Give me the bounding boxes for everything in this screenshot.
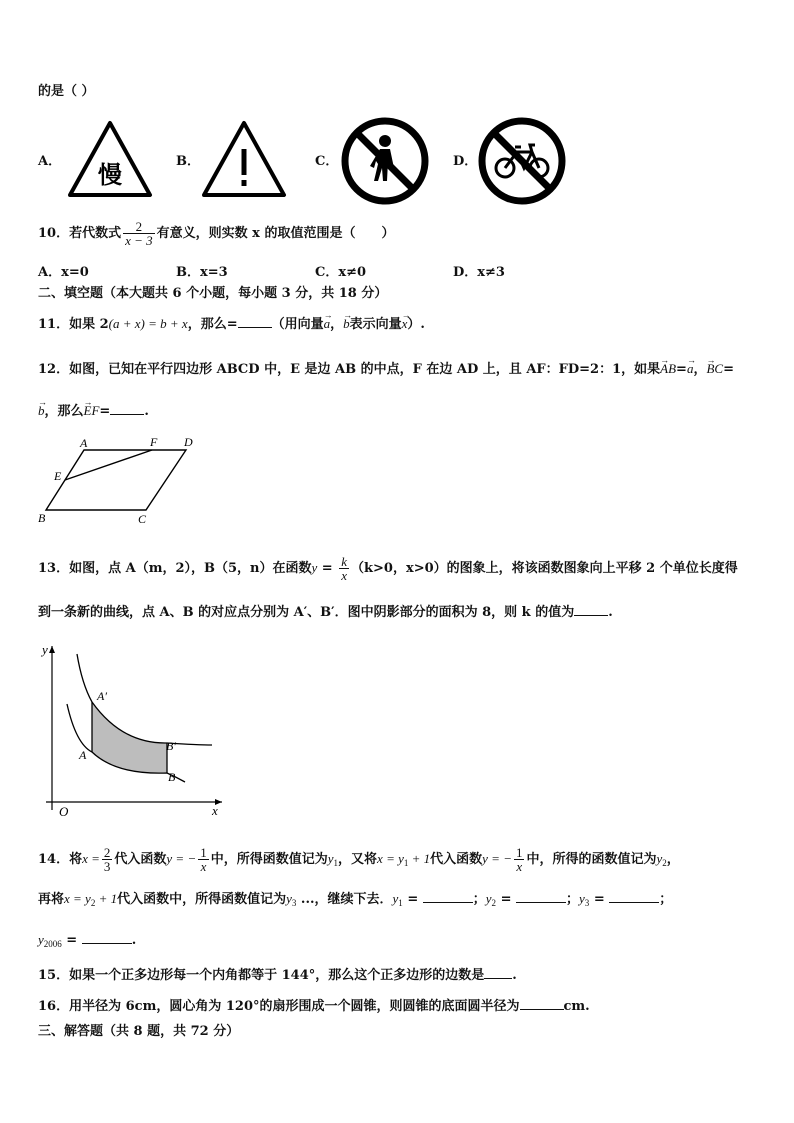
- q12-eq-1: =: [676, 362, 687, 377]
- q13-label-a: A: [79, 748, 87, 762]
- q12-label-a: A: [80, 436, 88, 450]
- q14-answer-4-sub: 2006: [43, 939, 62, 949]
- q14-answer-2-var: y: [485, 891, 492, 906]
- q14-p1: 14．将: [38, 852, 83, 867]
- q14-p7: ，: [666, 852, 680, 867]
- q10-frac-den: x − 3: [125, 233, 153, 248]
- q16-answer-blank: [520, 997, 564, 1010]
- q14-y3: y: [286, 891, 292, 906]
- q14-frac-1-num: 2: [103, 845, 111, 860]
- q11-answer-blank: [238, 315, 272, 328]
- q13-line-1-b: （k>0，x>0）的图象上，将该函数图象向上平移 2 个单位长度得: [351, 561, 738, 576]
- q12-label-c: C: [138, 512, 147, 526]
- q13-frac-num: k: [341, 554, 348, 569]
- q14-p4: ，又将: [338, 852, 378, 867]
- q14-answer-1-eq: =: [402, 892, 423, 907]
- q14-answer-4-var: y: [38, 932, 44, 947]
- q13-answer-blank: [574, 603, 608, 616]
- q11-vector-b: → b: [343, 314, 350, 334]
- q14-p3: 中，所得函数值记为: [210, 852, 328, 867]
- q15-text: 15．如果一个正多边形每一个内角都等于 144°，那么这个正多边形的边数是: [38, 968, 485, 983]
- q16-end: cm.: [563, 999, 590, 1014]
- q10-prefix: 10．若代数式: [38, 226, 122, 241]
- q11-vector-x: → x: [402, 314, 408, 334]
- q14-y2: y: [656, 851, 663, 866]
- q10-stem: [38, 220, 394, 247]
- q9-option-a-letter: A．: [38, 154, 62, 169]
- q9-stem-tail: 的是（ ）: [38, 84, 95, 99]
- q13-line-1: [38, 555, 738, 582]
- q13-line-2: [38, 603, 613, 623]
- q12-line-1-text: 12．如图，已知在平行四边形 ABCD 中，E 是边 AB 的中点，F 在边 AD 上，且 AF：FD=2：1，如果: [38, 362, 661, 377]
- q12-vector-b: → b: [38, 401, 45, 421]
- q11-suffix: （用向量: [271, 317, 324, 332]
- q10-suffix: 有意义，则实数 x 的取值范围是（ ）: [156, 226, 395, 241]
- q14-frac-1: [102, 846, 113, 873]
- q14-frac-1-den: 3: [103, 859, 111, 874]
- q13-fraction: [339, 555, 349, 582]
- q12-vector-a: → a: [687, 359, 694, 379]
- q9-option-c-letter: C．: [315, 154, 339, 169]
- q14-answer-4-eq: =: [61, 933, 82, 948]
- q14-answer-3-blank: [609, 890, 659, 903]
- q13-label-b: B: [168, 770, 176, 784]
- q11-tail: 表示向量: [349, 317, 402, 332]
- q11-end: ）.: [407, 317, 425, 332]
- q14-answer-3-var: y: [579, 891, 585, 906]
- q13-line-2-end: .: [608, 605, 613, 620]
- section-2-heading: 二、填空题（本大题共 6 个小题，每小题 3 分，共 18 分）: [38, 286, 388, 301]
- q14-answer-2-blank: [516, 890, 566, 903]
- q11-sep: ，: [330, 317, 344, 332]
- q14-y1-sub: 1: [333, 858, 339, 868]
- q13-function-graph: [36, 640, 226, 820]
- q14-answer-2-sub: 2: [491, 898, 497, 908]
- q9-option-d-letter: D．: [453, 154, 478, 169]
- q12-label-e: E: [54, 469, 62, 483]
- q14-frac-2-den: x: [200, 859, 207, 874]
- q14-frac-3: [514, 846, 525, 873]
- section-3-heading: 三、解答题（共 8 题，共 72 分）: [38, 1024, 240, 1039]
- q14-x-eq-2-tail: + 1: [408, 851, 431, 866]
- q12-vector-bc: → BC: [706, 359, 723, 379]
- q13-line-1-a: 13．如图，点 A（m，2），B（5，n）在函数: [38, 561, 312, 576]
- q14-line-3: [38, 930, 136, 954]
- q13-label-x: x: [212, 803, 218, 818]
- q10-option-c: C．x≠0: [315, 265, 367, 280]
- q14-answer-3-eq: =: [589, 892, 610, 907]
- q14-end: .: [131, 933, 137, 948]
- q12-comma: ，: [693, 362, 707, 377]
- slow-sign-text: 慢: [98, 163, 122, 189]
- q14-line-2-a: 再将: [38, 892, 65, 907]
- q14-answer-2-eq: =: [496, 892, 516, 907]
- q16-stem: [38, 997, 590, 1017]
- q12-answer-blank: [110, 402, 144, 415]
- q14-y-eq-1: y = −: [166, 851, 197, 866]
- q10-fraction: [123, 220, 155, 247]
- q15-stem: [38, 966, 517, 986]
- q10-option-a: A．x=0: [38, 265, 89, 280]
- q14-p5: 代入函数: [430, 852, 483, 867]
- q14-semi-1: ；: [472, 892, 486, 907]
- q12-label-b: B: [38, 511, 46, 525]
- q11-mid: ，那么=: [187, 317, 238, 332]
- q14-line-2-c: ...，继续下去．: [296, 892, 393, 907]
- q13-label-y: y: [42, 642, 48, 657]
- q13-func-y: y: [311, 560, 318, 575]
- q15-end: .: [512, 968, 517, 983]
- q14-line-1: [38, 846, 680, 873]
- q14-p2: 代入函数: [114, 852, 167, 867]
- q13-func-eq: =: [317, 561, 338, 576]
- q12-parallelogram-diagram: [36, 432, 204, 528]
- q16-text: 16．用半径为 6cm，圆心角为 120°的扇形围成一个圆锥，则圆锥的底面圆半径为: [38, 999, 520, 1014]
- no-bicycle-sign-icon: [477, 116, 567, 206]
- q12-line-2-mid: ，那么: [44, 404, 84, 419]
- q14-x-eq-3-tail: + 1: [95, 891, 118, 906]
- q9-option-b-letter: B．: [176, 154, 200, 169]
- q14-semi-3: ；: [659, 892, 673, 907]
- q12-line-1: [38, 359, 734, 380]
- slow-sign-icon: [66, 119, 154, 199]
- q11-vector-a: → a: [324, 314, 331, 334]
- q13-label-o: O: [59, 804, 69, 819]
- q14-p6: 中，所得的函数值记为: [526, 852, 657, 867]
- q10-option-b: B．x=3: [176, 265, 228, 280]
- q12-label-f: F: [150, 435, 158, 449]
- q12-line-2-eq: =: [99, 404, 111, 419]
- q13-line-2-text: 到一条新的曲线，点 A、B 的对应点分别为 A′、B′．图中阴影部分的面积为 8，则 k 的值为: [38, 605, 575, 620]
- q14-line-2: [38, 889, 672, 913]
- q14-line-2-b: 代入函数中，所得函数值记为: [117, 892, 287, 907]
- q14-semi-2: ；: [566, 892, 580, 907]
- q13-label-b-prime: B′: [166, 739, 176, 753]
- q14-frac-2-num: 1: [200, 845, 207, 860]
- q14-answer-4-blank: [82, 931, 132, 944]
- q14-y-eq-2: y = −: [482, 851, 512, 866]
- warning-sign-icon: [200, 119, 288, 199]
- q11-expression: (a + x) = b + x: [108, 316, 188, 331]
- q14-answer-1-var: y: [392, 891, 399, 906]
- q14-x-eq-3: x = y: [64, 891, 91, 906]
- q14-answer-3-sub: 3: [584, 898, 590, 908]
- q14-frac-3-den: x: [516, 859, 523, 874]
- q11-prefix: 11．如果 2: [38, 317, 109, 332]
- q12-period: .: [144, 404, 149, 419]
- q14-y3-sub: 3: [291, 898, 297, 908]
- q14-frac-2: [198, 846, 209, 873]
- q10-option-d: D．x≠3: [453, 265, 505, 280]
- q13-label-a-prime: A′: [97, 689, 107, 703]
- q14-answer-1-sub: 1: [398, 898, 403, 908]
- q11-stem: [38, 314, 425, 335]
- q12-vector-ef: → EF: [84, 401, 100, 421]
- q14-x-eq-3-sub: 2: [90, 898, 96, 908]
- q14-answer-1-blank: [423, 890, 473, 903]
- q14-y2-sub: 2: [662, 858, 667, 868]
- q14-y1: y: [327, 851, 334, 866]
- q12-vector-ab: → AB: [660, 359, 676, 379]
- q14-x-eq-2-sub: 1: [403, 858, 409, 868]
- q14-x-eq-2: x = y: [377, 851, 404, 866]
- q13-frac-den: x: [341, 568, 348, 583]
- q12-line-2: [38, 401, 149, 422]
- no-pedestrian-sign-icon: [340, 116, 430, 206]
- q14-x-eq: x =: [82, 851, 100, 866]
- q10-frac-num: 2: [123, 220, 155, 234]
- q15-answer-blank: [484, 966, 512, 979]
- q12-label-d: D: [184, 435, 193, 449]
- q12-eq-2: =: [723, 362, 734, 377]
- q14-frac-3-num: 1: [515, 845, 523, 860]
